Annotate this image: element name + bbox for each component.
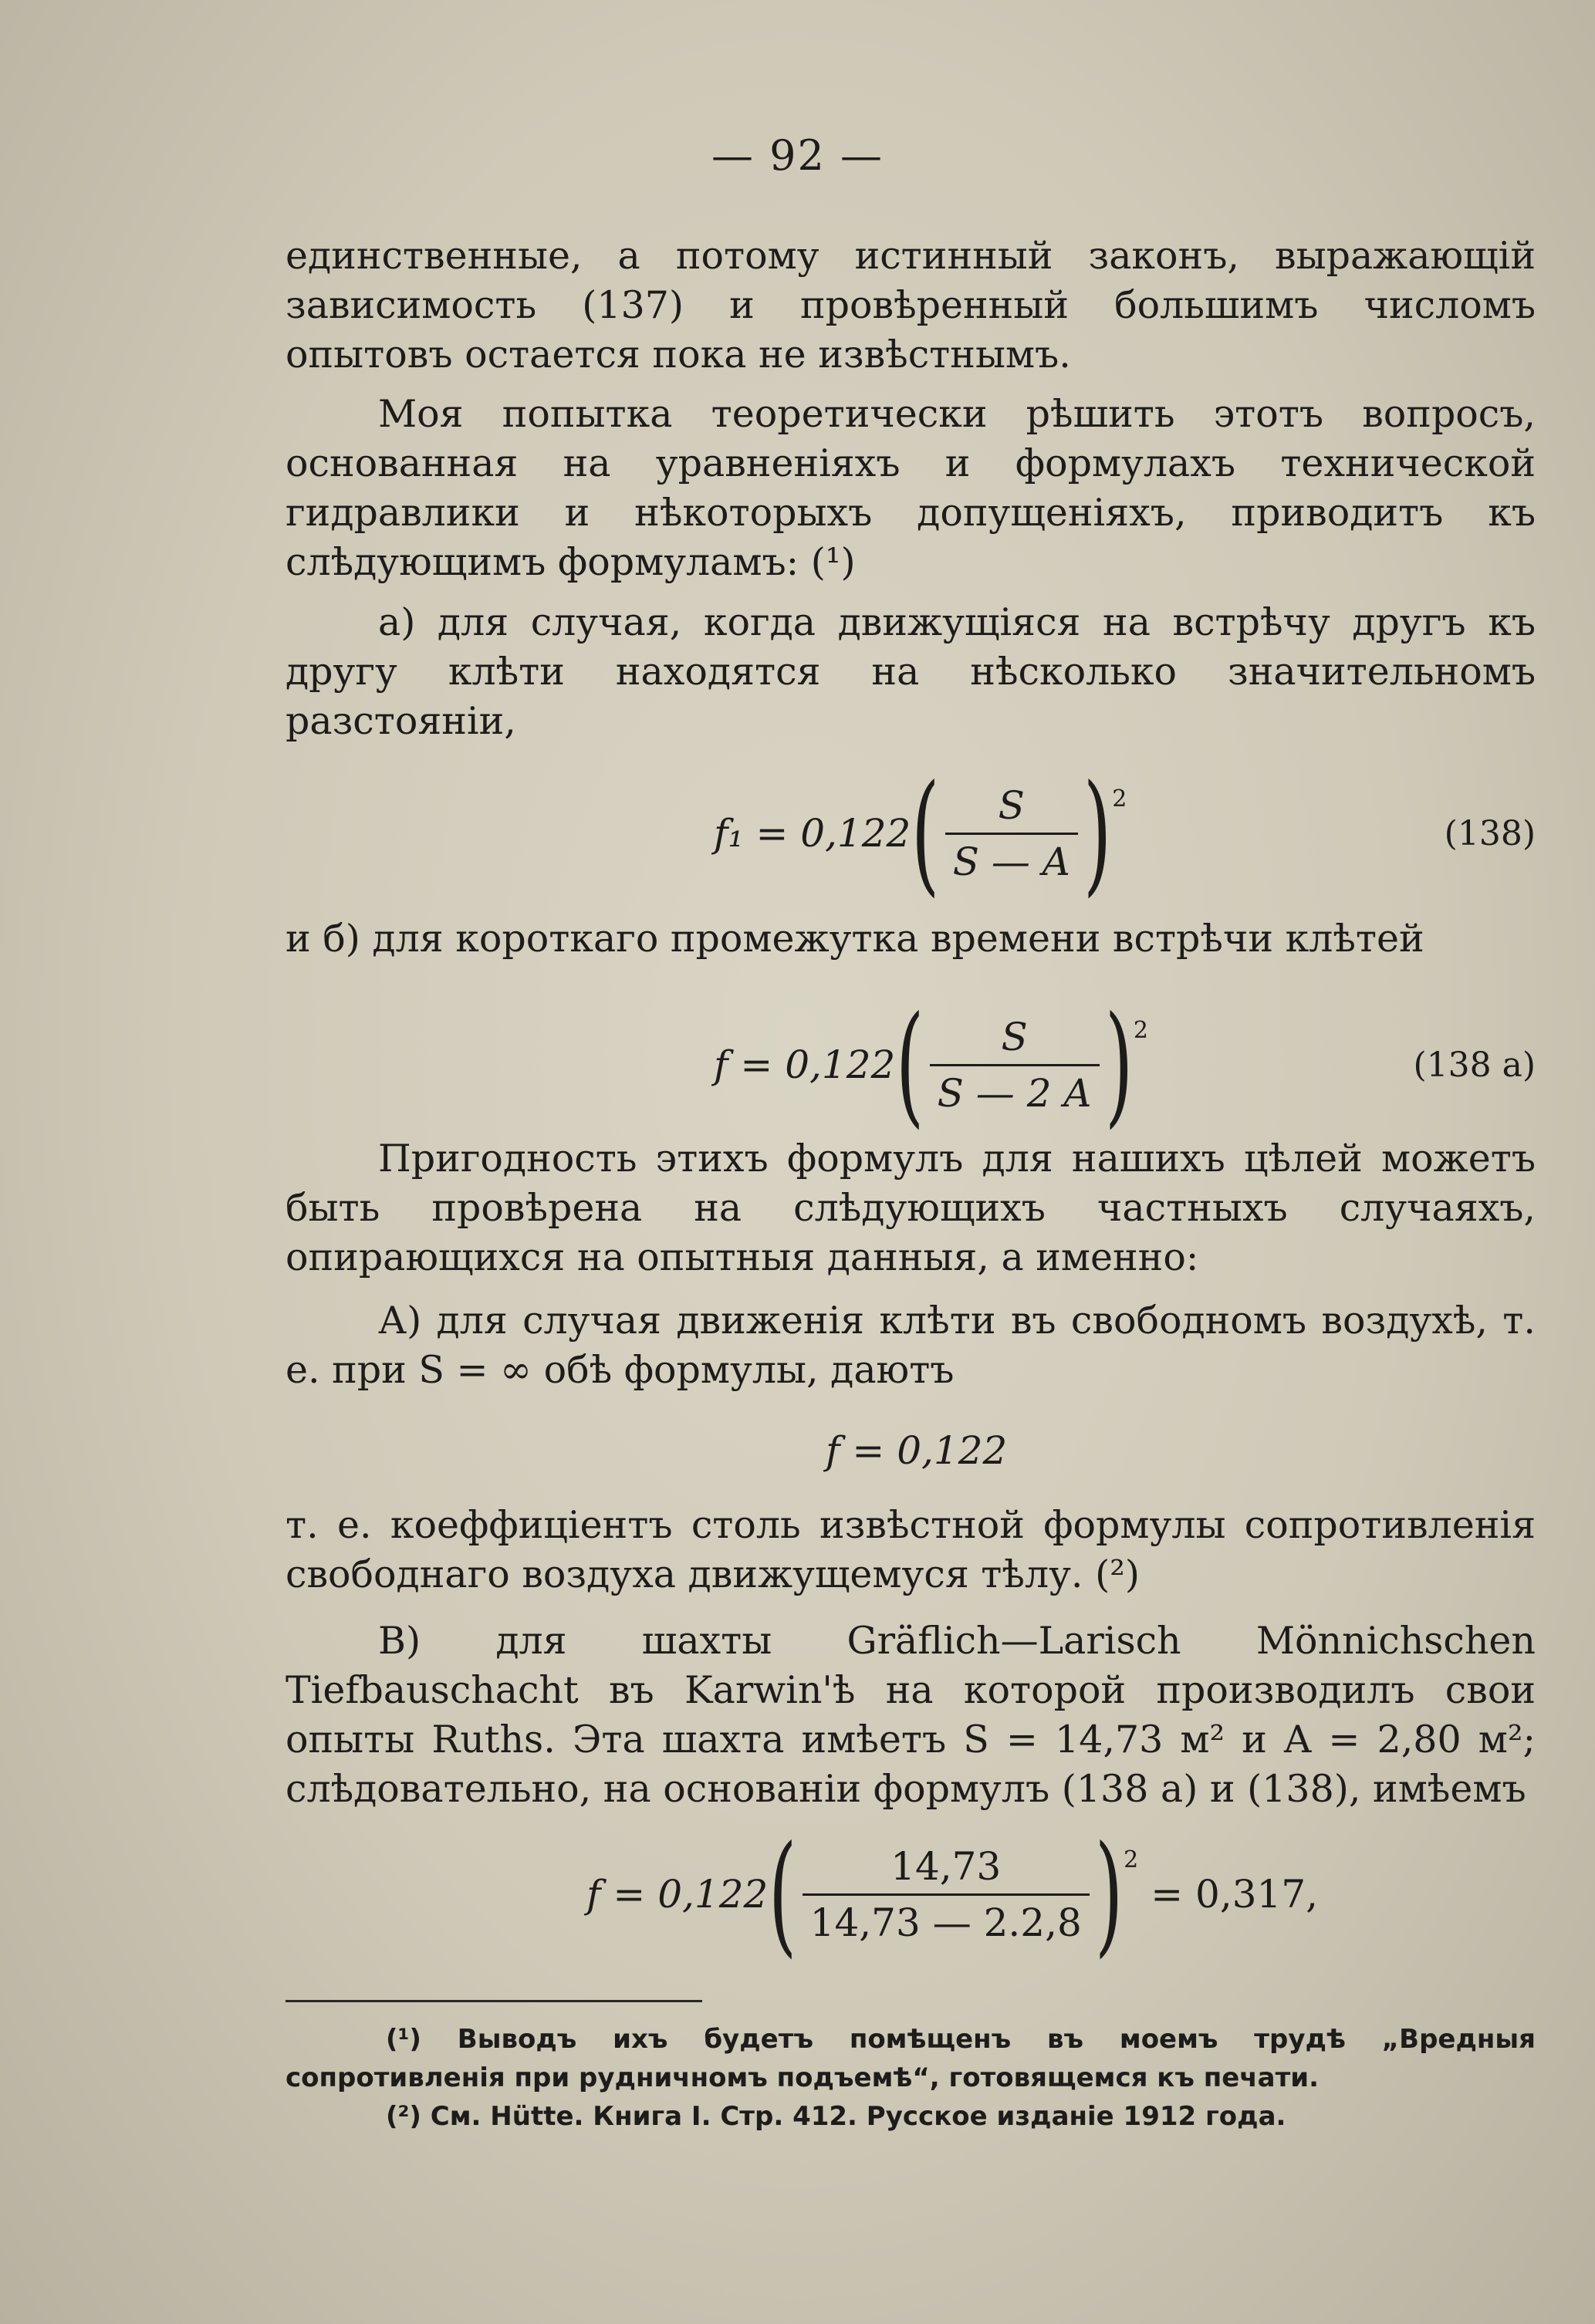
paragraph-4	[286, 914, 1536, 964]
paragraph-text: Моя попытка теоретически рѣшить этотъ вопросъ, основанная на уравненіяхъ и формулахъ технической гидравлики и нѣкоторыхъ допущеніяхъ, приводитъ къ слѣдующимъ формуламъ: (¹)	[286, 392, 1536, 584]
numerator: S	[1001, 1014, 1028, 1059]
equation-number: (138)	[1444, 813, 1536, 853]
paragraph-8	[286, 1616, 1536, 1814]
left-paren: (	[911, 757, 940, 910]
right-paren: )	[1104, 988, 1133, 1141]
paragraph-text: и б) для короткаго промежутка времени встрѣчи клѣтей	[286, 917, 1424, 961]
paragraph-5	[286, 1134, 1536, 1282]
formula-text: f = 0,122	[826, 1428, 1008, 1473]
exponent: 2	[1124, 1846, 1139, 1873]
equation-number: (138 а)	[1413, 1045, 1536, 1085]
right-paren: )	[1094, 1818, 1124, 1971]
paragraph-text: Пригодность этихъ формулъ для нашихъ цѣлей можетъ быть провѣрена на слѣдующихъ частныхъ случаяхъ, опирающихся на опытныя данныя, а именно:	[286, 1137, 1536, 1279]
footnote-divider	[286, 2000, 702, 2002]
paragraph-text: В) для шахты Gräflich—Larisch Mönnichschen Tiefbauschacht въ Karwin'ѣ на которой производилъ свои опыты Ruths. Эта шахта имѣетъ S = 14,73 м² и A = 2,80 м²; слѣдовательно, на основаніи формулъ (138 а) и (138), имѣемъ	[286, 1619, 1536, 1811]
paragraph-6	[286, 1296, 1536, 1395]
paragraph-text: а) для случая, когда движущіяся на встрѣчу другъ къ другу клѣти находятся на нѣсколько значительномъ разстояніи,	[286, 600, 1536, 743]
paragraph-text: А) для случая движенія клѣти въ свободномъ воздухѣ, т. е. при S = ∞ обѣ формулы, даютъ	[286, 1299, 1536, 1392]
denominator: S — 2 A	[930, 1064, 1100, 1116]
paragraph-text: единственные, а потому истинный законъ, выражающій зависимость (137) и провѣренный большимъ числомъ опытовъ остается пока не извѣстнымъ.	[286, 234, 1536, 377]
formula-lhs: f₁ = 0,122	[714, 811, 911, 856]
formula-138	[286, 757, 1536, 910]
fraction	[930, 1015, 1100, 1116]
fraction	[803, 1844, 1090, 1945]
numerator: S	[998, 782, 1025, 828]
footnote-2: (²) См. Hütte. Книга I. Стр. 412. Русское изданіе 1912 года.	[386, 2101, 1286, 2132]
page-number: — 92 —	[711, 131, 884, 180]
paragraph-3	[286, 598, 1536, 746]
paragraph-1	[286, 231, 1536, 380]
denominator: 14,73 — 2.2,8	[803, 1893, 1090, 1945]
paragraph-2	[286, 390, 1536, 587]
right-paren: )	[1083, 757, 1112, 910]
exponent: 2	[1133, 1017, 1148, 1044]
exponent: 2	[1112, 785, 1127, 812]
paragraph-7	[286, 1501, 1536, 1599]
formula-138a	[286, 988, 1536, 1141]
formula-rhs: = 0,317,	[1151, 1872, 1319, 1917]
fraction	[945, 783, 1078, 884]
formula-lhs: f = 0,122	[586, 1872, 769, 1917]
formula-lhs: f = 0,122	[714, 1042, 896, 1087]
footnote-1: (¹) Выводъ ихъ будетъ помѣщенъ въ моемъ трудѣ „Вредныя сопротивленія при рудничномъ подъемѣ“, готовящемся къ печати.	[286, 2024, 1536, 2093]
footnotes	[286, 2020, 1536, 2136]
formula-example	[286, 1818, 1536, 1971]
left-paren: (	[769, 1818, 797, 1971]
numerator: 14,73	[890, 1843, 1002, 1889]
left-paren: (	[896, 988, 924, 1141]
denominator: S — A	[945, 833, 1078, 884]
formula-infinity	[286, 1420, 1536, 1481]
paragraph-text: т. е. коеффиціентъ столь извѣстной формулы сопротивленія свободнаго воздуха движущемуся тѣлу. (²)	[286, 1503, 1536, 1596]
